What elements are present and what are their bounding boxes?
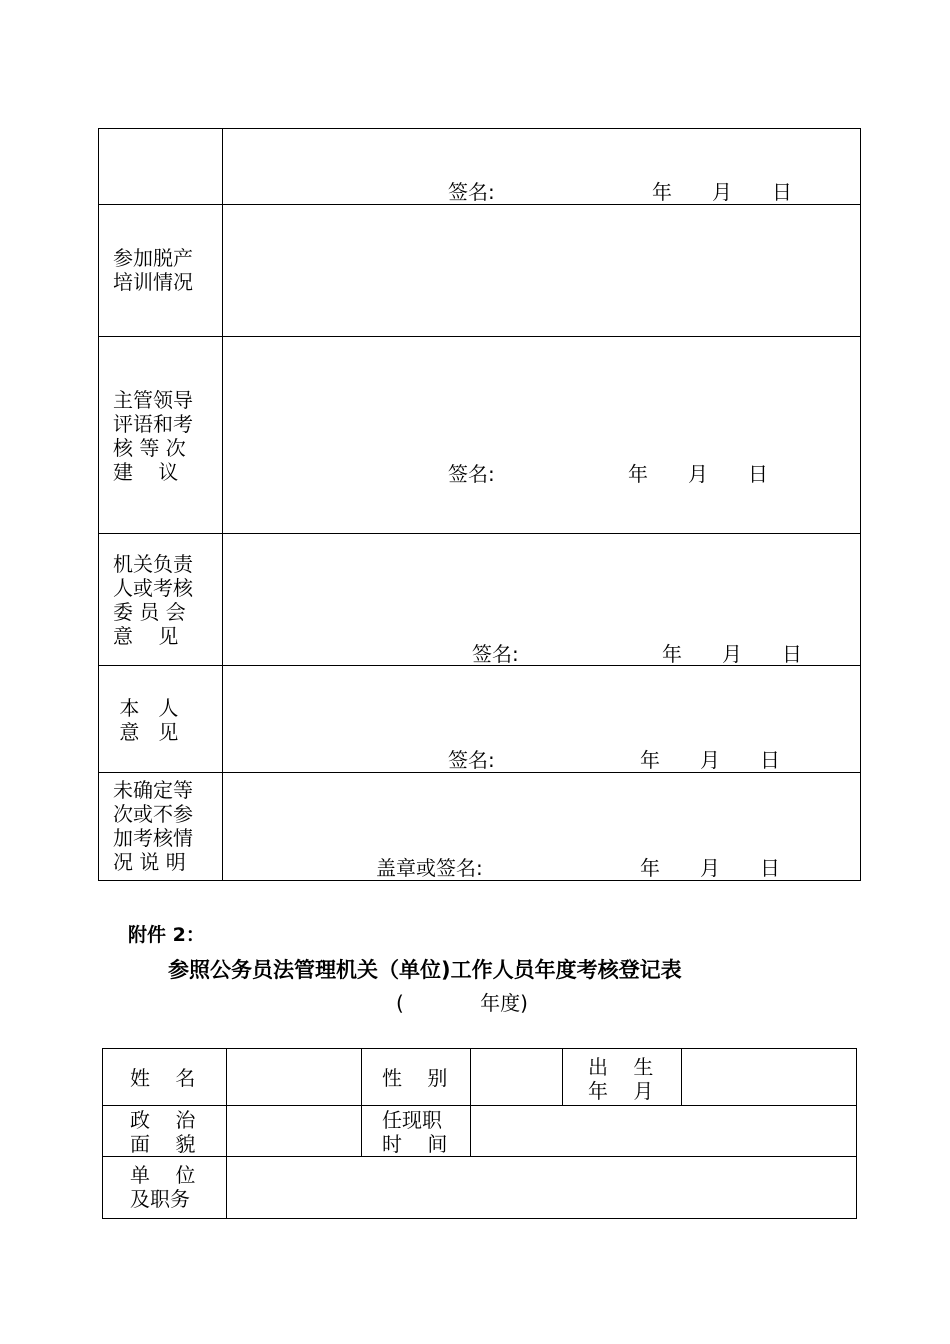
col-separator (470, 1048, 471, 1156)
row-separator (98, 204, 861, 205)
gender-label: 性 别 (382, 1066, 448, 1090)
committee-opinion-label: 机关负责 人或考核 委 员 会 意 见 (113, 552, 193, 648)
row-separator (98, 336, 861, 337)
col-separator (681, 1048, 682, 1105)
signature-label: 盖章或签名: (376, 856, 483, 880)
attachment-label: 附件 2： (128, 924, 205, 946)
signature-day: 日 (772, 180, 792, 204)
signature-month: 月 (700, 856, 720, 880)
signature-label: 签名: (448, 462, 495, 486)
form-title: 参照公务员法管理机关（单位)工作人员年度考核登记表 (168, 958, 682, 982)
signature-month: 月 (712, 180, 732, 204)
training-label: 参加脱产 培训情况 (113, 246, 193, 294)
col-separator (361, 1048, 362, 1156)
signature-year: 年 (628, 462, 648, 486)
col-separator (562, 1048, 563, 1105)
signature-year: 年 (662, 642, 682, 666)
signature-day: 日 (760, 856, 780, 880)
signature-label: 签名: (472, 642, 519, 666)
signature-day: 日 (782, 642, 802, 666)
review-table-divider (222, 128, 223, 881)
political-status-label: 政 治 面 貌 (130, 1108, 196, 1156)
tenure-label: 任现职 时 间 (382, 1108, 448, 1156)
signature-month: 月 (700, 748, 720, 772)
signature-day: 日 (748, 462, 768, 486)
unrated-explanation-label: 未确定等 次或不参 加考核情 况 说 明 (113, 778, 193, 874)
signature-year: 年 (640, 748, 660, 772)
signature-label: 签名: (448, 180, 495, 204)
name-label: 姓 名 (130, 1066, 196, 1090)
signature-year: 年 (640, 856, 660, 880)
registration-table (102, 1048, 857, 1219)
signature-day: 日 (760, 748, 780, 772)
signature-year: 年 (652, 180, 672, 204)
row-separator (102, 1105, 857, 1106)
personal-opinion-label: 本 人 意 见 (119, 696, 179, 744)
signature-month: 月 (688, 462, 708, 486)
row-separator (102, 1156, 857, 1157)
signature-month: 月 (722, 642, 742, 666)
row-separator (98, 533, 861, 534)
birth-date-label: 出 生 年 月 (588, 1055, 654, 1103)
col-separator (226, 1048, 227, 1219)
row-separator (98, 772, 861, 773)
signature-label: 签名: (448, 748, 495, 772)
supervisor-comment-label: 主管领导 评语和考 核 等 次 建 议 (113, 388, 193, 484)
unit-position-label: 单 位 及职务 (130, 1163, 196, 1211)
form-subtitle: ( 年度) (396, 991, 528, 1015)
